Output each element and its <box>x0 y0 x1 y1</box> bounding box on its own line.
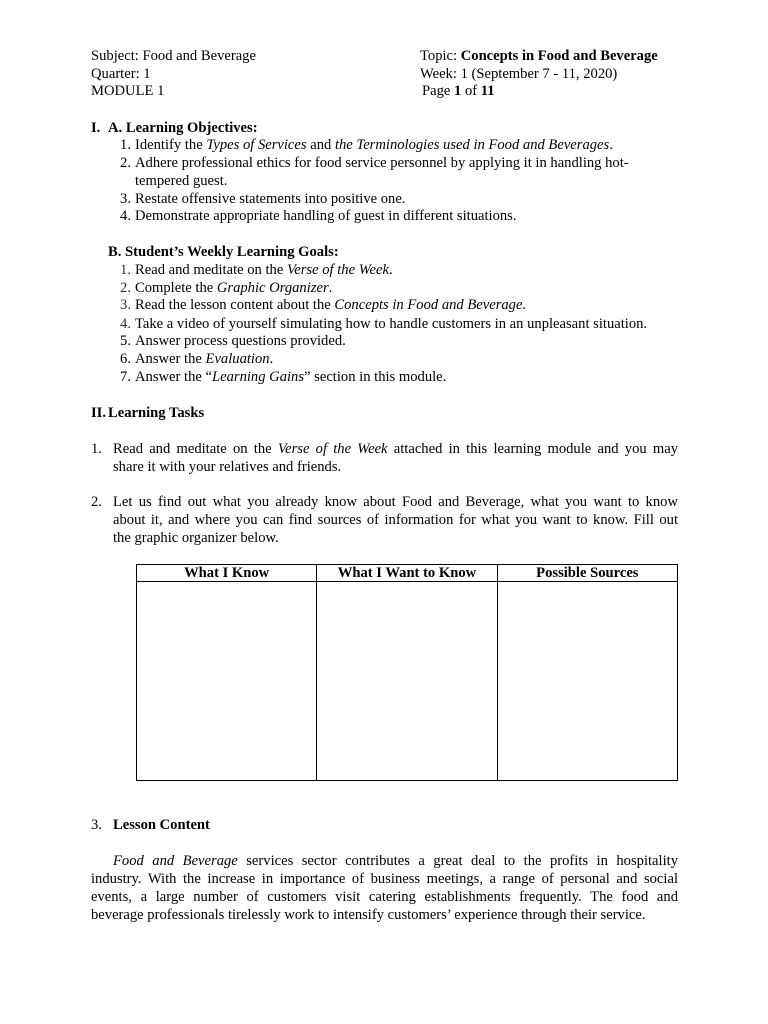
lesson-content-heading: Lesson Content <box>113 817 210 833</box>
goal-text-part: . <box>388 262 393 278</box>
goal-text <box>135 368 446 386</box>
topic-line <box>420 47 658 65</box>
goal-number: 2. <box>120 280 131 296</box>
topic-label: Topic: <box>420 48 461 64</box>
cell-what-i-know[interactable] <box>137 582 317 781</box>
section-1-number: I. <box>91 120 101 136</box>
cell-possible-sources[interactable] <box>497 582 677 781</box>
goal-text-part: Take a video of yourself simulating how to handle customers in an unpleasant situation. <box>135 316 648 332</box>
objective-text-part: and <box>306 137 335 153</box>
task-text-continued: about it, and where you can find sources of information for what you want to know. Fill out <box>113 512 678 528</box>
objective-text-italic: Types of Services <box>206 137 307 153</box>
table-row <box>137 582 678 781</box>
goal-text-italic: Verse of the Week <box>286 262 389 278</box>
page-word: Page <box>422 83 455 99</box>
goal-text <box>135 296 526 314</box>
goals-heading: B. Student’s Weekly Learning Goals: <box>108 244 339 260</box>
goal-text-italic: Graphic Organizer <box>216 280 329 296</box>
goal-text <box>135 261 393 279</box>
objective-text-part: Identify the <box>135 137 207 153</box>
goal-text <box>135 350 273 368</box>
page-total: 11 <box>480 83 495 99</box>
goal-text <box>135 332 346 350</box>
goal-text-part: Complete the <box>135 280 217 296</box>
lesson-paragraph-line: beverage professionals tirelessly work to intensify customers’ experience through their service. <box>91 907 646 923</box>
goal-text <box>135 279 332 297</box>
objective-text-italic: the Terminologies used in Food and Beverages <box>334 137 610 153</box>
goal-text-part: Read and meditate on the <box>135 262 287 278</box>
task-text-continued: the graphic organizer below. <box>113 530 279 546</box>
task-text-part: attached in this learning module and you may <box>387 441 679 457</box>
objective-number: 3. <box>120 191 131 207</box>
task-text-part: Read and meditate on the <box>113 441 278 457</box>
task-text-continued: share it with your relatives and friends. <box>113 459 342 475</box>
objective-text-continued: tempered guest. <box>135 173 228 189</box>
lesson-lead-italic: Food and Beverage <box>113 853 238 869</box>
graphic-organizer-table <box>136 564 678 781</box>
goal-text-part: Answer the “ <box>135 369 212 385</box>
goal-number: 7. <box>120 369 131 385</box>
section-2-number: II. <box>91 405 107 421</box>
goal-text <box>135 315 647 333</box>
lesson-paragraph-line <box>113 852 678 870</box>
page-of: of <box>461 83 481 99</box>
lesson-paragraph-line: industry. With the increase in importance of business meetings, a range of personal and social <box>91 871 678 887</box>
objective-text-part: . <box>609 137 613 153</box>
subject-value: Food and Beverage <box>142 48 256 64</box>
table-header-row <box>137 565 678 582</box>
subject-label: Subject: <box>91 48 143 64</box>
objective-text: Demonstrate appropriate handling of guest in different situations. <box>135 208 517 224</box>
task-number: 2. <box>91 494 102 510</box>
week-value: 1 (September 7 - 11, 2020) <box>460 66 618 82</box>
task-3-number: 3. <box>91 817 102 833</box>
quarter-value: 1 <box>143 66 151 82</box>
quarter-label: Quarter: <box>91 66 144 82</box>
goal-number: 3. <box>120 297 131 313</box>
lesson-paragraph-line: events, a large number of customers visit catering establishments frequently. The food and <box>91 889 678 905</box>
goal-text-part: Answer the <box>135 351 206 367</box>
learning-tasks-heading: Learning Tasks <box>108 405 205 421</box>
subject-line <box>91 47 256 65</box>
topic-value: Concepts in Food and Beverage <box>460 48 658 64</box>
goal-number: 1. <box>120 262 131 278</box>
goal-text-part: . <box>328 280 333 296</box>
objective-text: Restate offensive statements into positive one. <box>135 191 406 207</box>
header-what-i-want-to-know: What I Want to Know <box>317 565 497 582</box>
header-what-i-know: What I Know <box>137 565 317 582</box>
goal-text-italic: Concepts in Food and Beverage. <box>334 297 527 313</box>
objectives-heading: A. Learning Objectives: <box>108 120 258 136</box>
module-label: MODULE 1 <box>91 83 165 99</box>
week-label: Week: <box>420 66 461 82</box>
week-line <box>420 65 617 83</box>
lesson-text: services sector contributes a great deal to the profits in hospitality <box>237 853 678 869</box>
goal-text-part: Answer process questions provided. <box>135 333 346 349</box>
objective-number: 2. <box>120 155 131 171</box>
goal-text-italic: Learning Gains <box>212 369 305 385</box>
task-text: Let us find out what you already know about Food and Beverage, what you want to know <box>113 494 678 510</box>
goal-number: 4. <box>120 316 131 332</box>
goal-number: 6. <box>120 351 131 367</box>
page-number: 1 <box>454 83 462 99</box>
cell-what-i-want-to-know[interactable] <box>317 582 497 781</box>
quarter-line <box>91 65 151 83</box>
page-indicator <box>422 82 495 100</box>
task-text-italic: Verse of the Week <box>277 441 388 457</box>
task-text <box>113 440 678 458</box>
objective-number: 1. <box>120 137 131 153</box>
goal-text-part: Read the lesson content about the <box>135 297 335 313</box>
goal-number: 5. <box>120 333 131 349</box>
goal-text-italic: Evaluation <box>205 351 270 367</box>
objective-number: 4. <box>120 208 131 224</box>
goal-text-part: ” section in this module. <box>304 369 447 385</box>
task-number: 1. <box>91 441 102 457</box>
objective-text <box>135 136 613 154</box>
header-possible-sources: Possible Sources <box>497 565 677 582</box>
objective-text: Adhere professional ethics for food service personnel by applying it in handling hot- <box>135 155 629 171</box>
goal-text-part: . <box>269 351 274 367</box>
